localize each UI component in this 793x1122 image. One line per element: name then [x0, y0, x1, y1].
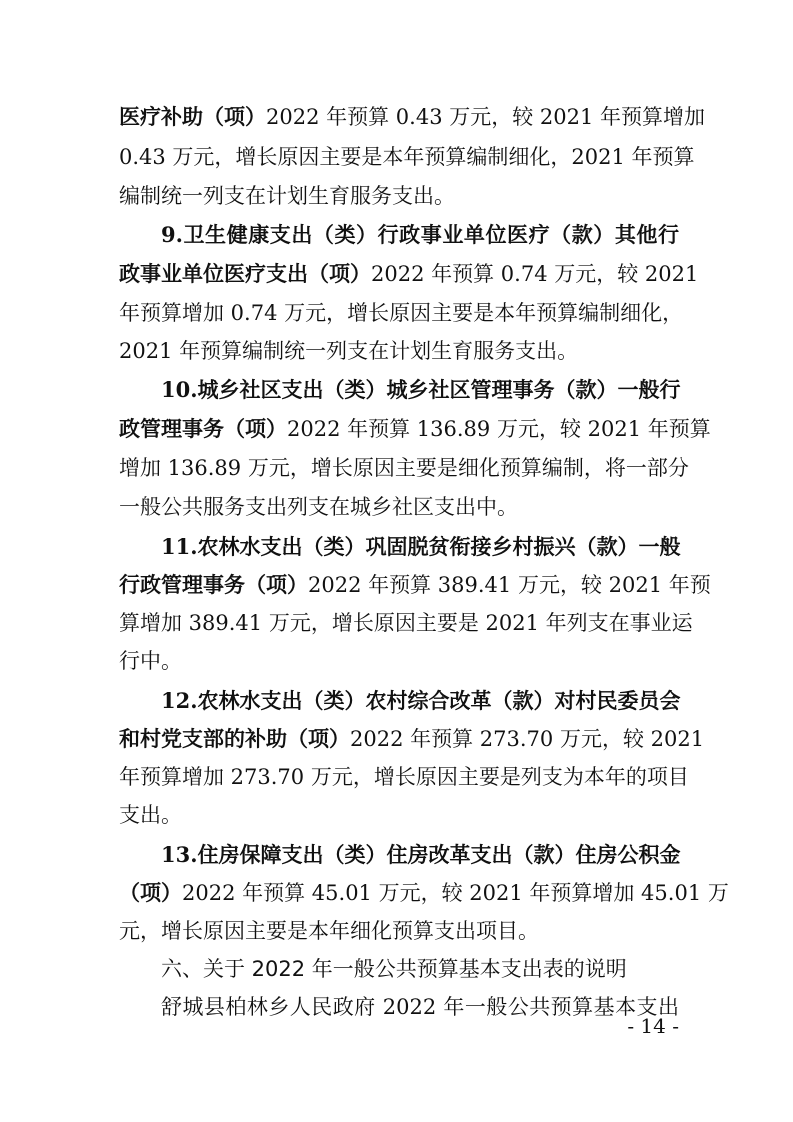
- bold-item-label: （项）: [119, 880, 182, 905]
- item-text: 2022 年预算 45.01 万元，较 2021 年预算增加 45.01 万: [182, 881, 729, 905]
- text-line-24: 舒城县柏林乡人民政府 2022 年一般公共预算基本支出: [161, 995, 679, 1019]
- item-9-heading: 9.卫生健康支出（类）行政事业单位医疗（款）其他行: [161, 222, 679, 247]
- text-line-22: 元，增长原因主要是本年细化预算支出项目。: [119, 919, 539, 943]
- text-line-10: 增加 136.89 万元，增长原因主要是细化预算编制，将一部分: [119, 456, 689, 480]
- item-text: 2022 年预算 389.41 万元，较 2021 年预: [308, 573, 711, 597]
- text-line-19: 支出。: [119, 803, 182, 827]
- text-line-15: 行中。: [119, 649, 182, 673]
- text-line-7: 2021 年预算编制统一列支在计划生育服务支出。: [119, 339, 579, 363]
- item-text: 2022 年预算 0.74 万元，较 2021: [371, 262, 699, 286]
- text-line-11: 一般公共服务支出列支在城乡社区支出中。: [119, 495, 518, 519]
- item-text: 2022 年预算 0.43 万元，较 2021 年预算增加: [266, 105, 706, 129]
- bold-item-label: 和村党支部的补助（项）: [119, 726, 350, 751]
- text-line-5: [119, 258, 699, 290]
- bold-item-label: 医疗补助（项）: [119, 104, 266, 129]
- item-text: 2022 年预算 273.70 万元，较 2021: [350, 727, 705, 751]
- page-number: - 14 -: [627, 1014, 679, 1038]
- section-six-heading: 六、关于 2022 年一般公共预算基本支出表的说明: [161, 957, 627, 981]
- text-line-2: 0.43 万元，增长原因主要是本年预算编制细化，2021 年预算: [119, 145, 695, 169]
- item-12-heading: 12.农林水支出（类）农村综合改革（款）对村民委员会: [161, 688, 681, 713]
- text-line-9: [119, 413, 711, 445]
- text-line-6: 年预算增加 0.74 万元，增长原因主要是本年预算编制细化，: [119, 301, 684, 325]
- item-11-heading: 11.农林水支出（类）巩固脱贫衔接乡村振兴（款）一般: [161, 534, 681, 559]
- bold-item-label: 行政管理事务（项）: [119, 572, 308, 597]
- text-line-18: 年预算增加 273.70 万元，增长原因主要是列支为本年的项目: [119, 765, 689, 789]
- item-text: 2022 年预算 136.89 万元，较 2021 年预算: [287, 417, 711, 441]
- text-line-1: [119, 101, 706, 133]
- text-line-14: 算增加 389.41 万元，增长原因主要是 2021 年列支在事业运: [119, 611, 693, 635]
- bold-item-label: 政事业单位医疗支出（项）: [119, 261, 371, 286]
- text-line-3: 编制统一列支在计划生育服务支出。: [119, 184, 455, 208]
- item-10-heading: 10.城乡社区支出（类）城乡社区管理事务（款）一般行: [161, 377, 681, 402]
- item-13-heading: 13.住房保障支出（类）住房改革支出（款）住房公积金: [161, 842, 681, 867]
- bold-item-label: 政管理事务（项）: [119, 416, 287, 441]
- text-line-13: [119, 569, 711, 601]
- text-line-17: [119, 723, 705, 755]
- text-line-21: [119, 877, 729, 909]
